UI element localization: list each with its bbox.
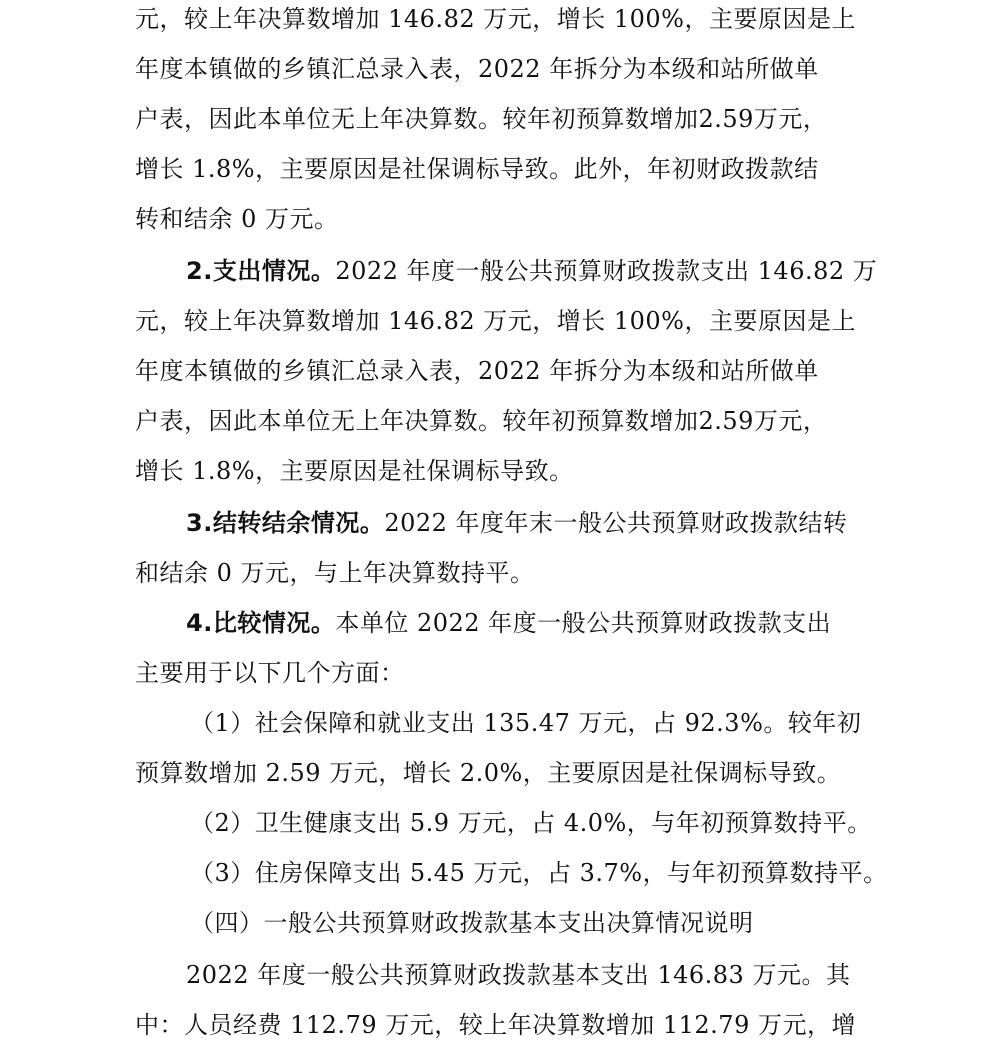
section-2-heading: 2.支出情况。 <box>186 257 336 285</box>
section-4-line-1 <box>186 608 831 638</box>
list-item-2: （2）卫生健康支出 5.9 万元，占 4.0%，与年初预算数持平。 <box>190 809 872 837</box>
paragraph-line: 增长 1.8%，主要原因是社保调标导致。此外，年初财政拨款结 <box>135 155 819 183</box>
list-item-1-line-2: 预算数增加 2.59 万元，增长 2.0%，主要原因是社保调标导致。 <box>135 759 842 787</box>
section-four-heading: （四）一般公共预算财政拨款基本支出决算情况说明 <box>190 909 754 937</box>
paragraph-line: 和结余 0 万元，与上年决算数持平。 <box>135 559 535 587</box>
list-item-1-line-1: （1）社会保障和就业支出 135.47 万元，占 92.3%。较年初 <box>190 709 862 737</box>
section-3-heading: 3.结转结余情况。 <box>186 509 385 537</box>
list-item-3: （3）住房保障支出 5.45 万元，占 3.7%，与年初预算数持平。 <box>190 859 888 887</box>
section-2-line-1 <box>186 256 877 286</box>
section-3-line-1 <box>186 508 848 538</box>
section-4-heading: 4.比较情况。 <box>186 609 336 637</box>
section-2-text: 2022 年度一般公共预算财政拨款支出 146.82 万 <box>335 257 878 285</box>
paragraph-line: 元，较上年决算数增加 146.82 万元，增长 100%，主要原因是上 <box>135 307 856 335</box>
paragraph-line: 增长 1.8%，主要原因是社保调标导致。 <box>135 457 574 485</box>
paragraph-line: 年度本镇做的乡镇汇总录入表，2022 年拆分为本级和站所做单 <box>135 55 819 83</box>
section-4-text: 本单位 2022 年度一般公共预算财政拨款支出 <box>335 609 832 637</box>
paragraph-line: 元，较上年决算数增加 146.82 万元，增长 100%，主要原因是上 <box>135 5 856 33</box>
paragraph-line: 户表，因此本单位无上年决算数。较年初预算数增加2.59万元， <box>135 105 828 133</box>
paragraph-line: 主要用于以下几个方面： <box>135 659 405 687</box>
paragraph-line: 户表，因此本单位无上年决算数。较年初预算数增加2.59万元， <box>135 407 828 435</box>
paragraph-line: 转和结余 0 万元。 <box>135 205 339 233</box>
section-four-line-1: 2022 年度一般公共预算财政拨款基本支出 146.83 万元。其 <box>186 961 851 989</box>
section-four-line-2: 中：人员经费 112.79 万元，较上年决算数增加 112.79 万元，增 <box>135 1011 856 1039</box>
paragraph-line: 年度本镇做的乡镇汇总录入表，2022 年拆分为本级和站所做单 <box>135 357 819 385</box>
section-3-text: 2022 年度年末一般公共预算财政拨款结转 <box>384 509 848 537</box>
